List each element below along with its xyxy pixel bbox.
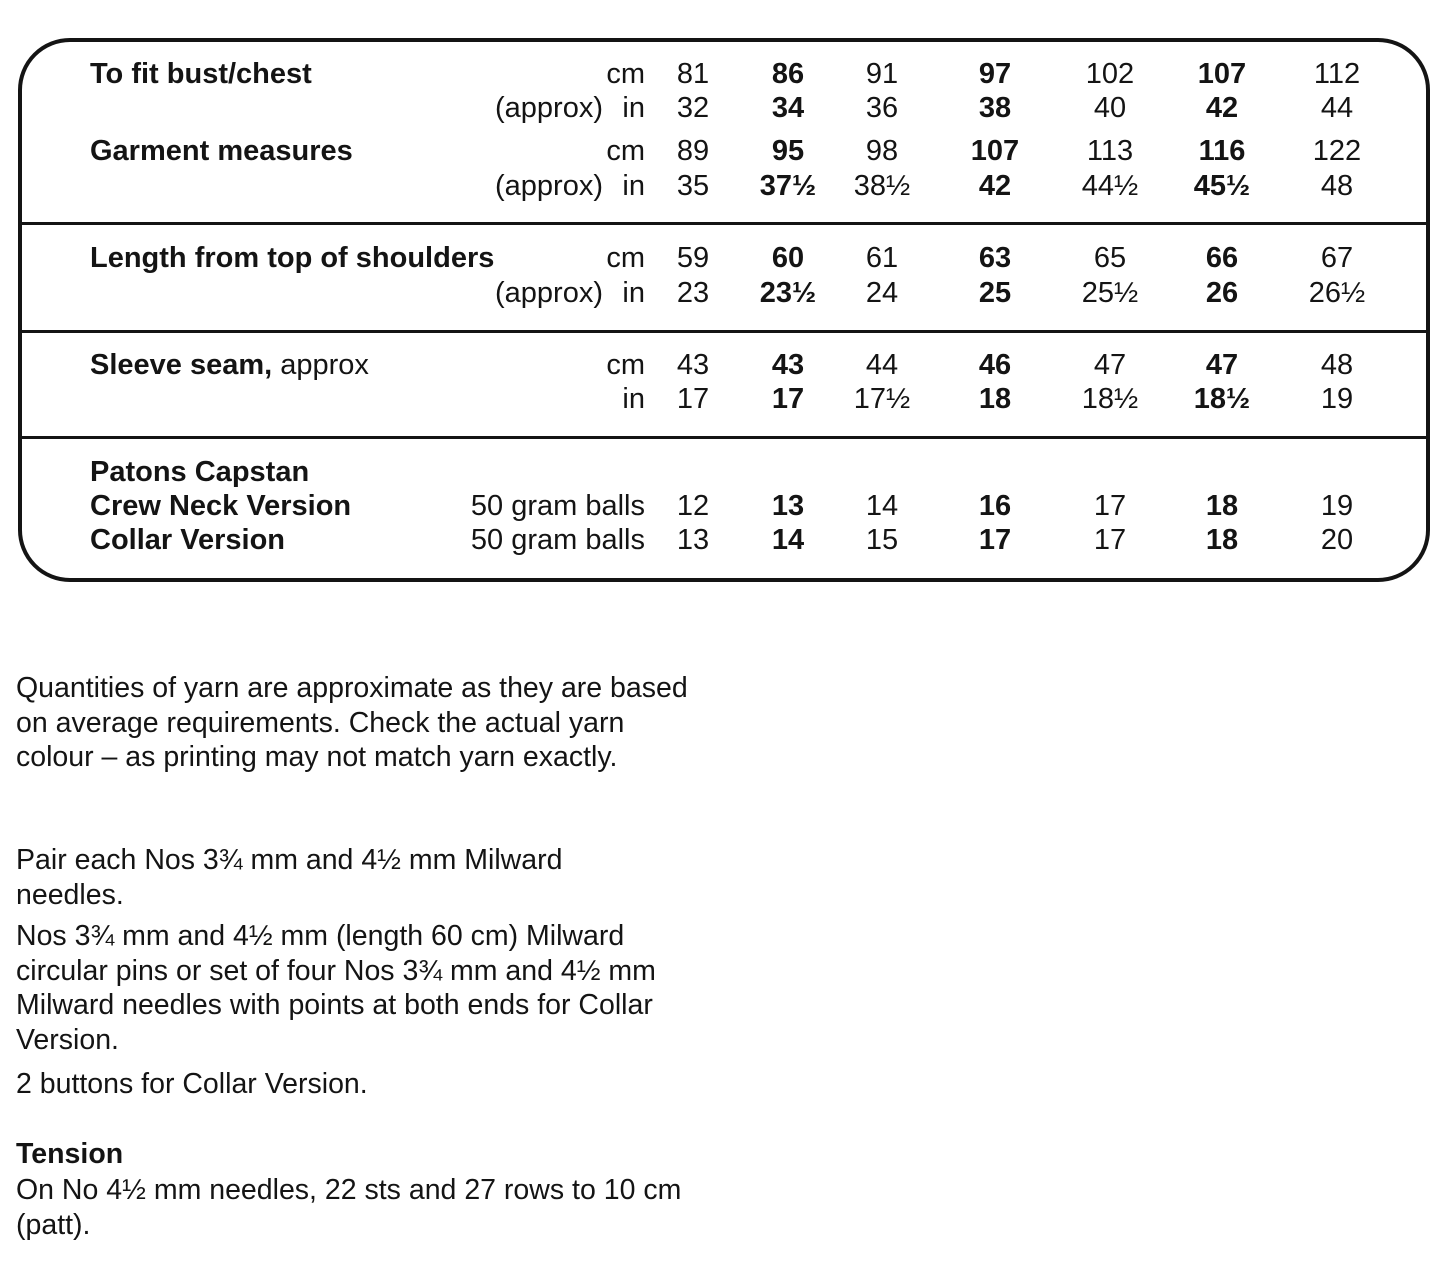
size-value-cell: 43 xyxy=(771,349,805,381)
size-value-cell: 107 xyxy=(1197,58,1247,90)
unit-cm: cm xyxy=(606,58,645,90)
size-value-cell: 38½ xyxy=(853,170,911,202)
size-value-cell: 113 xyxy=(1086,135,1134,167)
size-value-cell: 44½ xyxy=(1081,170,1139,202)
size-value-cell: 38 xyxy=(978,92,1012,124)
size-value-cell: 45½ xyxy=(1193,170,1251,202)
row-label-garment: Garment measures xyxy=(90,135,353,167)
size-value-cell: 47 xyxy=(1205,349,1239,381)
size-value-cell: 44 xyxy=(865,349,899,381)
size-value-cell: 17 xyxy=(978,524,1012,556)
unit-balls: 50 gram balls xyxy=(470,524,645,556)
size-value-cell: 19 xyxy=(1320,383,1354,415)
size-value-cell: 34 xyxy=(771,92,805,124)
size-value-cell: 40 xyxy=(1093,92,1127,124)
approx-prefix: (approx) xyxy=(495,92,603,124)
size-value-cell: 122 xyxy=(1312,135,1362,167)
size-value-cell: 18 xyxy=(1205,490,1239,522)
size-value-cell: 42 xyxy=(1205,92,1239,124)
size-value-cell: 46 xyxy=(978,349,1012,381)
size-value-cell: 65 xyxy=(1093,242,1127,274)
size-value-cell: 112 xyxy=(1313,58,1361,90)
size-value-cell: 25 xyxy=(978,277,1012,309)
row-label-collar: Collar Version xyxy=(90,524,286,556)
size-value-cell: 23 xyxy=(676,277,710,309)
size-value-cell: 42 xyxy=(978,170,1012,202)
size-value-cell: 17 xyxy=(676,383,710,415)
buttons-note: 2 buttons for Collar Version. xyxy=(16,1068,368,1100)
size-value-cell: 60 xyxy=(771,242,805,274)
size-value-cell: 32 xyxy=(676,92,710,124)
size-value-cell: 18½ xyxy=(1081,383,1139,415)
size-value-cell: 17 xyxy=(1093,490,1127,522)
size-value-cell: 81 xyxy=(676,58,710,90)
size-value-cell: 20 xyxy=(1320,524,1354,556)
size-value-cell: 23½ xyxy=(759,277,817,309)
size-value-cell: 48 xyxy=(1320,349,1354,381)
tension-heading: Tension xyxy=(16,1138,124,1170)
row-label-sleeve xyxy=(90,349,369,381)
sleeve-label-bold: Sleeve seam, xyxy=(90,349,273,381)
size-value-cell: 107 xyxy=(970,135,1020,167)
approx-prefix: (approx) xyxy=(495,170,603,202)
size-value-cell: 67 xyxy=(1320,242,1354,274)
size-value-cell: 47 xyxy=(1093,349,1127,381)
size-value-cell: 48 xyxy=(1320,170,1354,202)
size-value-cell: 97 xyxy=(978,58,1012,90)
size-value-cell: 59 xyxy=(676,242,710,274)
size-value-cell: 18½ xyxy=(1193,383,1251,415)
row-label-length: Length from top of shoulders xyxy=(90,242,495,274)
size-value-cell: 98 xyxy=(865,135,899,167)
size-value-cell: 17 xyxy=(1093,524,1127,556)
size-value-cell: 116 xyxy=(1198,135,1246,167)
size-value-cell: 86 xyxy=(771,58,805,90)
table-divider xyxy=(18,222,1426,225)
size-value-cell: 14 xyxy=(865,490,899,522)
size-value-cell: 25½ xyxy=(1081,277,1139,309)
size-value-cell: 66 xyxy=(1205,242,1239,274)
unit-in: in xyxy=(622,277,645,309)
size-value-cell: 17 xyxy=(771,383,805,415)
size-value-cell: 95 xyxy=(771,135,805,167)
size-value-cell: 37½ xyxy=(759,170,817,202)
size-value-cell: 15 xyxy=(865,524,899,556)
table-divider xyxy=(18,330,1426,333)
tension-note: On No 4½ mm needles, 22 sts and 27 rows to 10 cm (patt). xyxy=(16,1174,682,1241)
size-value-cell: 26½ xyxy=(1308,277,1366,309)
size-value-cell: 13 xyxy=(676,524,710,556)
table-divider xyxy=(18,436,1426,439)
size-value-cell: 26 xyxy=(1205,277,1239,309)
size-value-cell: 18 xyxy=(1205,524,1239,556)
size-value-cell: 36 xyxy=(865,92,899,124)
approx-prefix: (approx) xyxy=(495,277,603,309)
size-value-cell: 61 xyxy=(865,242,899,274)
unit-in: in xyxy=(622,383,645,415)
unit-in: in xyxy=(622,170,645,202)
needles-note: Pair each Nos 3¾ mm and 4½ mm Milward needles. xyxy=(16,844,563,911)
size-value-cell: 24 xyxy=(865,277,899,309)
unit-cm: cm xyxy=(606,242,645,274)
sleeve-label-suffix: approx xyxy=(272,349,369,381)
size-value-cell: 44 xyxy=(1320,92,1354,124)
row-label-crew-neck: Crew Neck Version xyxy=(90,490,352,522)
size-value-cell: 17½ xyxy=(853,383,911,415)
unit-balls: 50 gram balls xyxy=(470,490,645,522)
unit-cm: cm xyxy=(606,349,645,381)
size-value-cell: 89 xyxy=(676,135,710,167)
size-value-cell: 18 xyxy=(978,383,1012,415)
size-value-cell: 16 xyxy=(978,490,1012,522)
circular-pins-note: Nos 3¾ mm and 4½ mm (length 60 cm) Milward circular pins or set of four Nos 3¾ mm and 4½ mm Milward needles with points at both ends for Collar Version. xyxy=(16,920,656,1056)
row-label-yarn: Patons Capstan xyxy=(90,456,310,488)
size-value-cell: 13 xyxy=(771,490,805,522)
unit-cm: cm xyxy=(606,135,645,167)
row-label-bust: To fit bust/chest xyxy=(90,58,312,90)
unit-in: in xyxy=(622,92,645,124)
size-value-cell: 102 xyxy=(1085,58,1135,90)
size-value-cell: 91 xyxy=(865,58,899,90)
yarn-quantities-note: Quantities of yarn are approximate as they are based on average requirements. Check the actual yarn colour – as printing may not match yarn exactly. xyxy=(16,672,688,773)
size-value-cell: 12 xyxy=(676,490,710,522)
size-value-cell: 19 xyxy=(1320,490,1354,522)
size-value-cell: 43 xyxy=(676,349,710,381)
size-value-cell: 35 xyxy=(676,170,710,202)
size-value-cell: 14 xyxy=(771,524,805,556)
size-value-cell: 63 xyxy=(978,242,1012,274)
